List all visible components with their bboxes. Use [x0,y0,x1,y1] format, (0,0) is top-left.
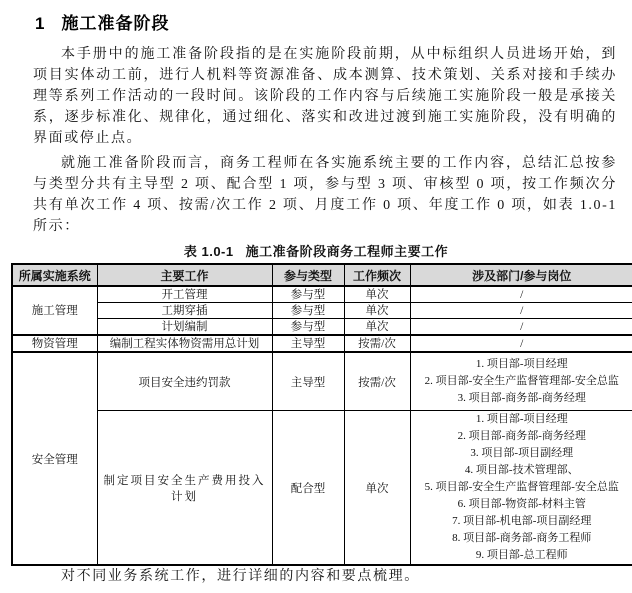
table-row [12,335,632,352]
dept-item: 8. 项目部-商务部-商务工程师 [452,532,592,544]
section-heading [35,9,626,34]
cell-type: 参与型 [272,286,344,303]
cell-depts: / [410,335,632,352]
cell-depts: / [410,286,632,303]
paragraph-summary: 就施工准备阶段而言，商务工程师在各实施系统主要的工作内容，总结汇总按参与类型分共有主导型 2 项、配合型 1 项，参与型 3 项、审核型 0 项，按工作频次分共有单次工作 4 项、按需/次工作 2 项、月度工作 0 项、年度工作 0 项，如表 1.0-1 所示： [33,156,617,234]
table-header-row [12,264,632,286]
paragraph-intro: 本手册中的施工准备阶段指的是在实施阶段前期，从中标组织人员进场开始，到项目实体动工前，进行人机料等资源准备、成本测算、技术策划、关系对接和手续办理等系列工作活动的一段时间。该阶段的工作内容与后续施工实施阶段一般是承接关系，逐步标准化、规律化，通过细化、落实和改进过渡到施工实施阶段，没有明确的界面或停止点。 [33,47,617,146]
section-number: 1 [35,14,46,33]
table-row [12,303,632,319]
dept-item: 2. 项目部-商务部-商务经理 [457,430,586,442]
dept-item: 4. 项目部-技术管理部、 [464,464,579,476]
cell-system-safety: 安全管理 [12,352,97,565]
cell-freq: 单次 [344,411,410,566]
closing-paragraph: 对不同业务系统工作，进行详细的内容和要点梳理。 [61,569,420,584]
section-title: 施工准备阶段 [61,14,170,33]
table-row [12,352,632,411]
cell-depts: / [410,319,632,336]
col-header-system: 所属实施系统 [12,264,97,286]
dept-item: 1. 项目部-项目经理 [475,413,568,425]
table-row [12,411,632,566]
table-row [12,286,632,303]
table-caption-text: 施工准备阶段商务工程师主要工作 [245,244,449,259]
work-table [11,263,632,566]
dept-item: 6. 项目部-物资部-材料主管 [457,498,586,510]
dept-item: 3. 项目部-项目副经理 [470,447,574,459]
cell-task: 项目安全违约罚款 [97,352,272,411]
cell-freq: 单次 [344,303,410,319]
table-row [12,319,632,336]
dept-item: 9. 项目部-总工程师 [475,549,568,561]
col-header-freq: 工作频次 [344,264,410,286]
cell-depts [410,411,632,566]
dept-item: 7. 项目部-机电部-项目副经理 [452,515,592,527]
cell-type: 参与型 [272,303,344,319]
cell-task: 计划编制 [97,319,272,336]
cell-freq: 按需/次 [344,335,410,352]
cell-task: 开工管理 [97,286,272,303]
cell-depts: / [410,303,632,319]
cell-freq: 按需/次 [344,352,410,411]
dept-item: 2. 项目部-安全生产监督管理部-安全总监 [424,375,619,387]
col-header-type: 参与类型 [272,264,344,286]
cell-type: 参与型 [272,319,344,336]
cell-task: 编制工程实体物资需用总计划 [97,335,272,352]
cell-freq: 单次 [344,319,410,336]
cell-type: 主导型 [272,352,344,411]
dept-item: 5. 项目部-安全生产监督管理部-安全总监 [424,481,619,493]
cell-type: 主导型 [272,335,344,352]
dept-item: 3. 项目部-商务部-商务经理 [457,392,586,404]
col-header-task: 主要工作 [97,264,272,286]
cell-freq: 单次 [344,286,410,303]
cell-type: 配合型 [272,411,344,566]
cell-system-materials: 物资管理 [12,335,97,352]
table-caption-label: 表 1.0-1 [183,244,234,259]
dept-item: 1. 项目部-项目经理 [475,358,568,370]
cell-system-construction: 施工管理 [12,286,97,335]
col-header-depts: 涉及部门/参与岗位 [410,264,632,286]
table-caption [6,241,626,260]
cell-task: 工期穿插 [97,303,272,319]
cell-task: 制定项目安全生产费用投入计划 [97,411,272,566]
cell-depts [410,352,632,411]
